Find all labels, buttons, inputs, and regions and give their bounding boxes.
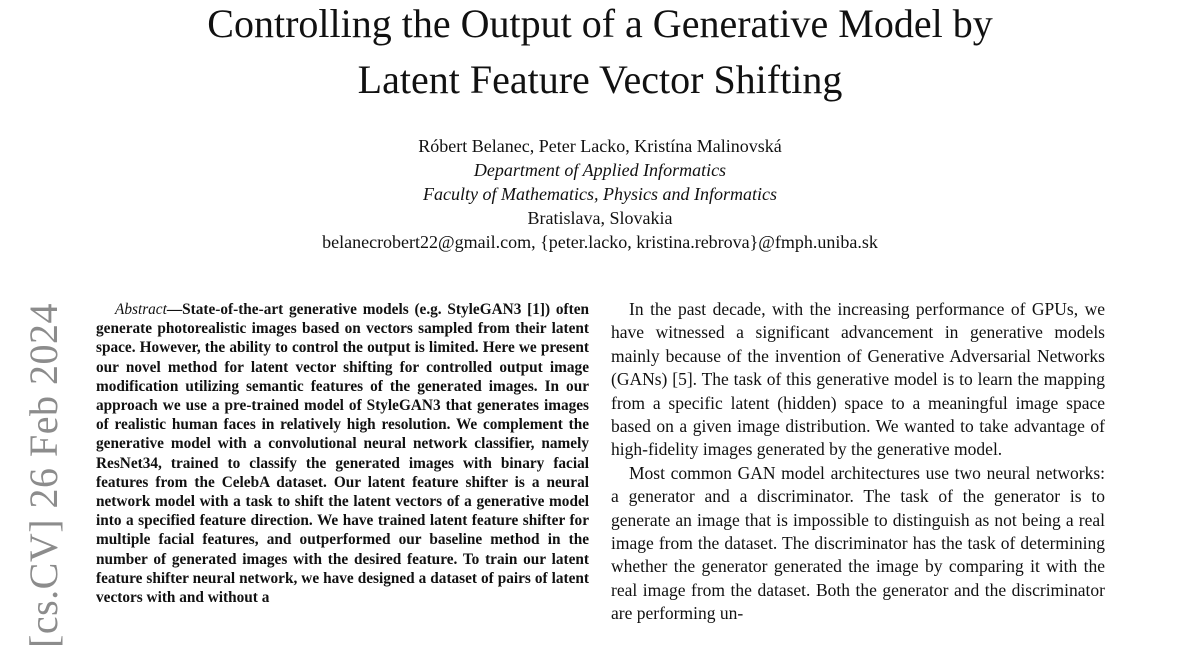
author-block	[0, 134, 1200, 254]
author-names: Róbert Belanec, Peter Lacko, Kristína Malinovská	[418, 136, 782, 156]
paper-title-line-2: Latent Feature Vector Shifting	[357, 57, 843, 102]
paper-title	[0, 0, 1200, 108]
faculty-name: Faculty of Mathematics, Physics and Informatics	[423, 184, 777, 204]
department-name: Department of Applied Informatics	[473, 160, 727, 180]
introduction-column	[611, 298, 1105, 626]
author-emails: belanecrobert22@gmail.com, {peter.lacko, kristina.rebrova}@fmph.uniba.sk	[322, 232, 878, 252]
paper-title-line-1: Controlling the Output of a Generative Model by	[207, 1, 993, 46]
intro-paragraph-1: In the past decade, with the increasing performance of GPUs, we have witnessed a significant advancement in generative models mainly because of the invention of Generative Adversarial Networks (GANs) [5]. The task of this generative model is to learn the mapping from a specific latent (hidden) space to a meaningful image space based on a given image distribution. We wanted to take advantage of high-fidelity images generated by the generative model.	[611, 299, 1105, 460]
abstract-label: Abstract	[115, 301, 167, 318]
intro-paragraph-2: Most common GAN model architectures use two neural networks: a generator and a discriminator. The task of the generator is to generate an image that is impossible to distinguish as not being a real image from the dataset. The discriminator has the task of determining whether the generator generated the image by comparing it with the real image from the dataset. Both the generator and the discriminator are performing un-	[611, 462, 1105, 624]
abstract-column	[96, 300, 589, 607]
abstract-text: State-of-the-art generative models (e.g. StyleGAN3 [1]) often generate photorealistic images based on vectors sampled from their latent space. However, the ability to control the output is limited. Here we present our novel method for latent vector shifting for controlled output image modification utilizing semantic features of the generated images. In our approach we use a pre-trained model of StyleGAN3 that generates images of realistic human faces in relatively high resolution. We complement the generative model with a convolutional neural network classifier, namely ResNet34, trained to classify the generated images with binary facial features from the CelebA dataset. Our latent feature shifter is a neural network model with a task to shift the latent vectors of a generative model into a specified feature direction. We have trained latent feature shifter for multiple facial features, and outperformed our baseline method in the number of generated images with the desired feature. To train our latent feature shifter neural network, we have designed a dataset of pairs of latent vectors with and without a	[96, 301, 589, 607]
abstract-dash: —	[166, 301, 183, 318]
author-location: Bratislava, Slovakia	[527, 208, 673, 228]
arxiv-side-stamp: [cs.CV] 26 Feb 2024	[21, 302, 66, 648]
